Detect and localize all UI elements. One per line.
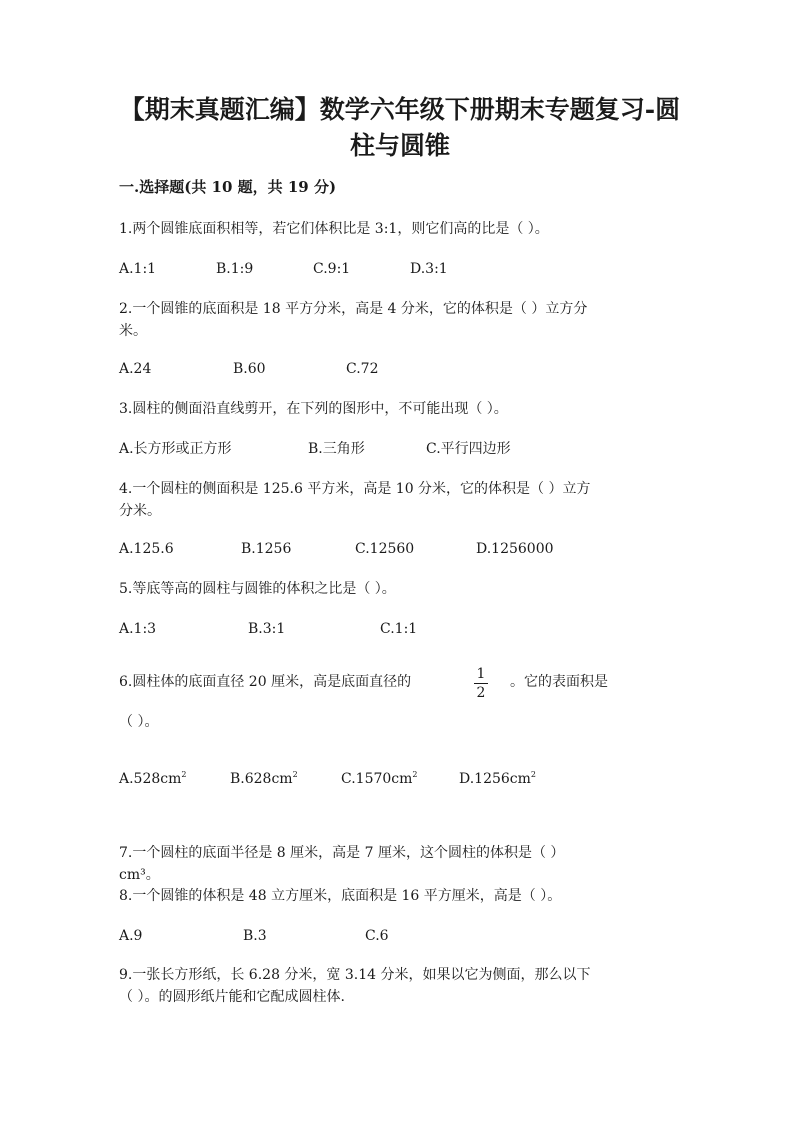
- question-2-option-c[interactable]: C.72: [346, 361, 379, 377]
- fraction-numerator: 1: [474, 666, 488, 684]
- question-8-option-a[interactable]: A.9: [119, 928, 143, 944]
- title-line-2: 柱与圆锥: [349, 131, 450, 160]
- unit-superscript: 2: [181, 770, 187, 779]
- question-4-option-c[interactable]: C.12560: [355, 541, 415, 557]
- unit-superscript: 2: [530, 770, 537, 779]
- question-6-text-line-2: （ ）。: [119, 714, 159, 730]
- fraction-denominator: 2: [476, 685, 486, 701]
- question-5-option-c[interactable]: C.1:1: [380, 621, 418, 637]
- title-line-1: 【期末真题汇编】数学六年级下册期末专题复习-圆: [119, 95, 681, 124]
- question-5-option-b[interactable]: B.3:1: [248, 621, 286, 637]
- question-5-text: 5.等底等高的圆柱与圆锥的体积之比是（ ）。: [119, 581, 396, 597]
- question-2-option-a[interactable]: A.24: [119, 361, 152, 377]
- question-7-text-line-1: 7.一个圆柱的底面半径是 8 厘米，高是 7 厘米，这个圆柱的体积是（ ）: [119, 845, 565, 861]
- question-1-text: 1.两个圆锥底面积相等，若它们体积比是 3:1，则它们高的比是（ ）。: [119, 221, 549, 237]
- question-2-option-b[interactable]: B.60: [233, 361, 266, 377]
- option-text: A.528cm: [119, 771, 182, 787]
- question-3-option-c[interactable]: C.平行四边形: [426, 441, 511, 457]
- option-text: D.1256cm: [459, 771, 531, 787]
- section-heading: 一.选择题(共 10 题，共 19 分): [119, 178, 337, 196]
- question-6-option-c[interactable]: [341, 764, 418, 790]
- document-title: [100, 92, 700, 164]
- question-6-option-d[interactable]: [459, 764, 536, 790]
- question-9-text-line-1: 9.一张长方形纸，长 6.28 分米，宽 3.14 分米，如果以它为侧面，那么以下: [119, 967, 591, 983]
- question-3-text: 3.圆柱的侧面沿直线剪开，在下列的图形中，不可能出现（ ）。: [119, 401, 508, 417]
- question-6-text-after-fraction: 。它的表面积是: [510, 674, 608, 690]
- option-text: C.1570cm: [341, 771, 413, 787]
- question-8-option-c[interactable]: C.6: [365, 928, 389, 944]
- question-6-option-b[interactable]: [230, 764, 298, 790]
- option-text: B.628cm: [230, 771, 293, 787]
- fraction-one-half: [474, 666, 488, 701]
- question-1-option-d[interactable]: D.3:1: [410, 261, 448, 277]
- question-4-text-line-1: 4.一个圆柱的侧面积是 125.6 平方米，高是 10 分米，它的体积是（ ）立方: [119, 481, 591, 497]
- question-1-option-a[interactable]: A.1:1: [119, 261, 157, 277]
- question-2-text-line-2: 米。: [119, 323, 147, 339]
- question-3-option-a[interactable]: A.长方形或正方形: [119, 441, 232, 457]
- question-4-option-b[interactable]: B.1256: [241, 541, 292, 557]
- question-7-text-line-2: cm³。: [119, 867, 160, 883]
- question-6-text-before-fraction: 6.圆柱体的底面直径 20 厘米，高是底面直径的: [119, 674, 412, 690]
- question-4-option-a[interactable]: A.125.6: [119, 541, 174, 557]
- question-6-option-a[interactable]: [119, 764, 187, 790]
- question-2-text-line-1: 2.一个圆锥的底面积是 18 平方分米，高是 4 分米，它的体积是（ ）立方分: [119, 301, 588, 317]
- question-1-option-c[interactable]: C.9:1: [313, 261, 351, 277]
- question-1-option-b[interactable]: B.1:9: [216, 261, 254, 277]
- unit-superscript: 2: [412, 770, 418, 779]
- question-8-option-b[interactable]: B.3: [243, 928, 267, 944]
- unit-superscript: 2: [292, 770, 298, 779]
- question-4-option-d[interactable]: D.1256000: [476, 541, 554, 557]
- question-4-text-line-2: 分米。: [119, 503, 161, 519]
- question-3-option-b[interactable]: B.三角形: [308, 441, 365, 457]
- question-9-text-line-2: （ ）。的圆形纸片能和它配成圆柱体.: [119, 989, 345, 1005]
- question-5-option-a[interactable]: A.1:3: [119, 621, 157, 637]
- question-8-text: 8.一个圆锥的体积是 48 立方厘米，底面积是 16 平方厘米，高是（ ）。: [119, 888, 562, 904]
